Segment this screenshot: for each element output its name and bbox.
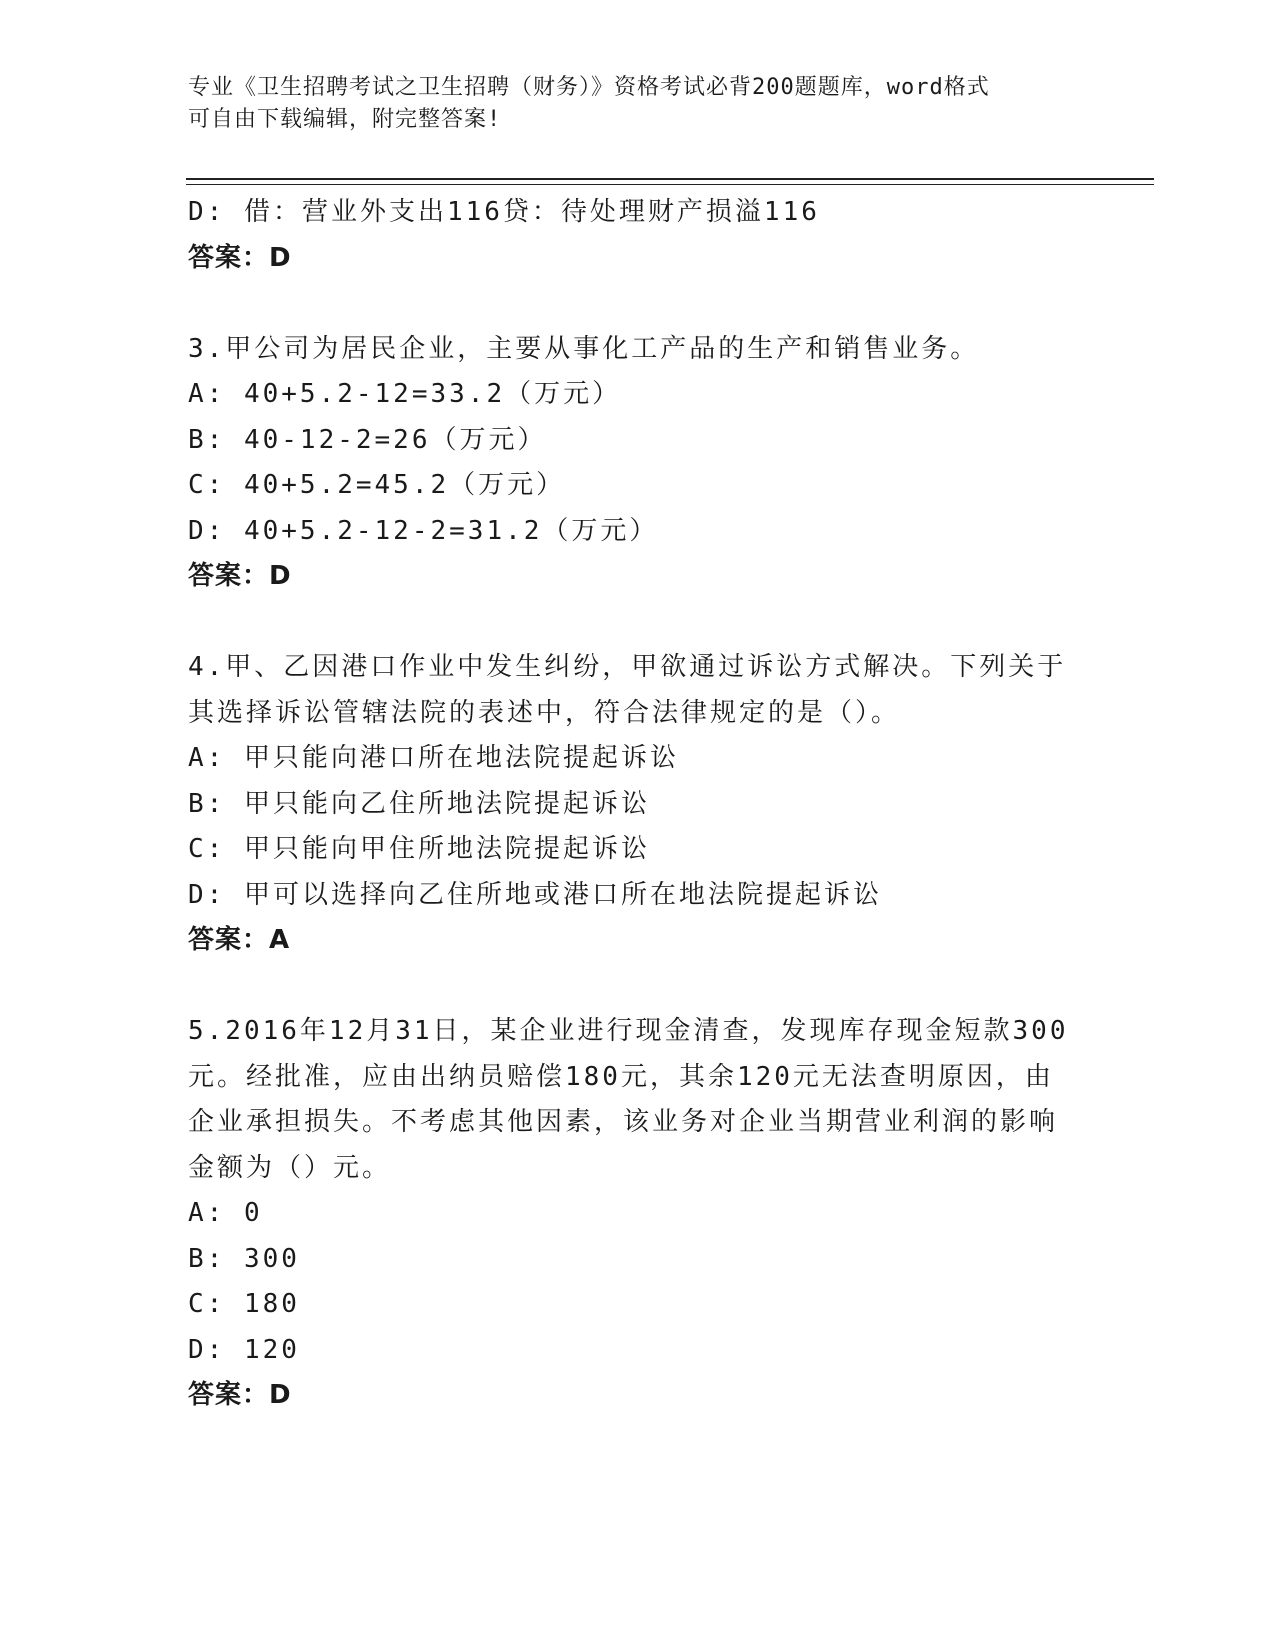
question-4 [188, 645, 1088, 964]
spacer [188, 600, 1088, 646]
spacer [188, 964, 1088, 1010]
question-5-stem-line-2: 元。经批准，应由出纳员赔偿180元，其余120元无法查明原因，由 [188, 1061, 1054, 1092]
question-3-option-c: C: 40+5.2=45.2（万元） [188, 470, 566, 500]
header-line-1: 专业《卫生招聘考试之卫生招聘（财务）》资格考试必背200题题库，word格式 [188, 75, 990, 100]
question-4-option-b: B: 甲只能向乙住所地法院提起诉讼 [188, 788, 650, 819]
document-header [188, 72, 1068, 136]
header-line-2: 可自由下载编辑，附完整答案! [188, 107, 502, 132]
question-5-stem-line-4: 金额为（）元。 [188, 1152, 392, 1183]
question-5-option-c: C: 180 [188, 1289, 300, 1319]
question-5 [188, 1009, 1088, 1419]
question-4-stem-line-2: 其选择诉讼管辖法院的表述中，符合法律规定的是（）。 [188, 697, 901, 728]
question-2-answer: 答案：D [188, 242, 292, 273]
question-5-stem-line-3: 企业承担损失。不考虑其他因素，该业务对企业当期营业利润的影响 [188, 1107, 1059, 1137]
question-2-tail [188, 190, 1088, 281]
question-5-answer: 答案：D [188, 1380, 292, 1410]
question-3-option-b: B: 40-12-2=26（万元） [188, 424, 547, 455]
question-5-option-a: A: 0 [188, 1198, 263, 1228]
header-rule-thin [186, 184, 1154, 185]
question-4-answer: 答案：A [188, 925, 291, 955]
question-3 [188, 327, 1088, 600]
question-3-stem: 3.甲公司为居民企业，主要从事化工产品的生产和销售业务。 [188, 333, 980, 364]
question-5-stem-line-1: 5.2016年12月31日，某企业进行现金清查，发现库存现金短款300 [188, 1016, 1069, 1046]
question-3-option-d: D: 40+5.2-12-2=31.2（万元） [188, 515, 659, 546]
question-5-option-b: B: 300 [188, 1243, 300, 1274]
header-rule-thick [186, 178, 1154, 180]
document-body [188, 190, 1088, 1419]
spacer [188, 281, 1088, 327]
question-3-option-a: A: 40+5.2-12=33.2（万元） [188, 379, 622, 409]
question-5-option-d: D: 120 [188, 1334, 300, 1365]
question-4-option-c: C: 甲只能向甲住所地法院提起诉讼 [188, 834, 650, 864]
question-4-option-a: A: 甲只能向港口所在地法院提起诉讼 [188, 743, 679, 773]
question-3-answer: 答案：D [188, 561, 292, 591]
question-2-option-d: D: 借：营业外支出116贷：待处理财产损溢116 [188, 197, 820, 227]
question-4-stem-line-1: 4.甲、乙因港口作业中发生纠纷，甲欲通过诉讼方式解决。下列关于 [188, 652, 1067, 682]
question-4-option-d: D: 甲可以选择向乙住所地或港口所在地法院提起诉讼 [188, 879, 882, 910]
